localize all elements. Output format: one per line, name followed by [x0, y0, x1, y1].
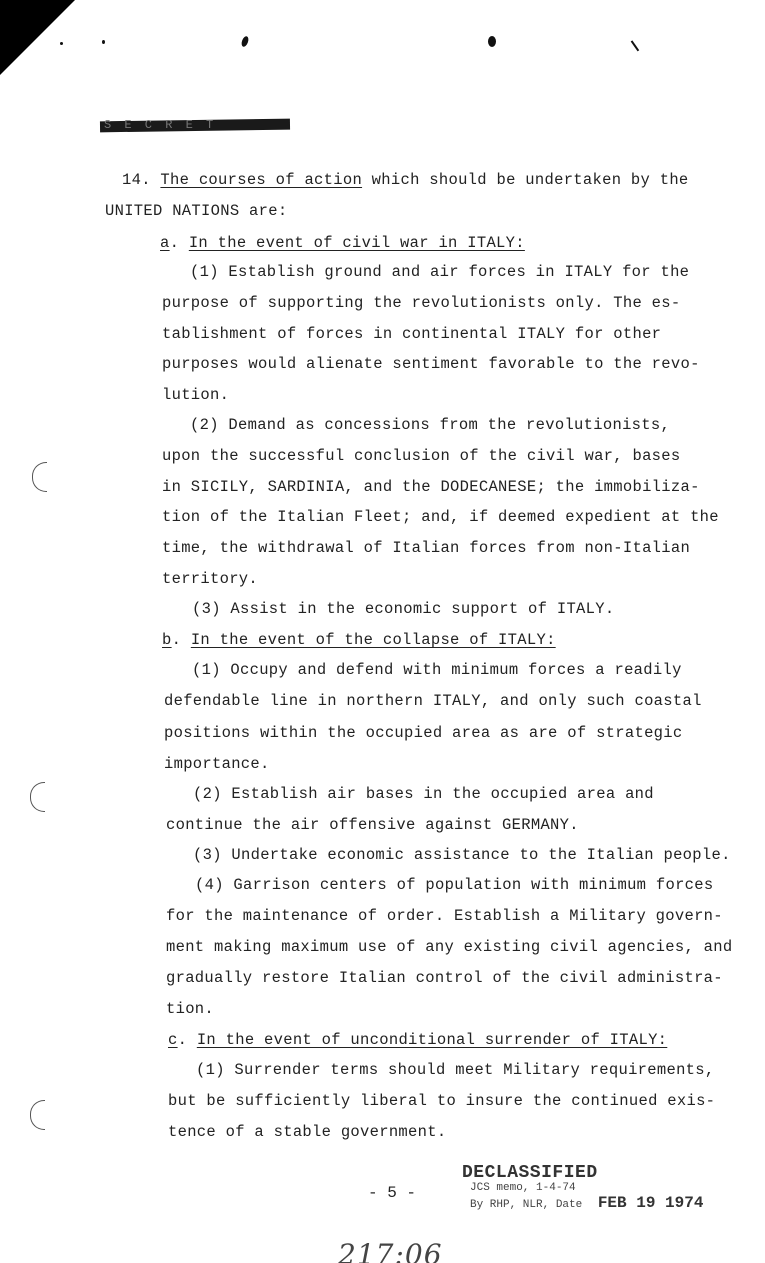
- punch-hole-mark: [30, 1100, 45, 1130]
- section-c-heading: c. In the event of unconditional surrender of ITALY:: [168, 1031, 668, 1049]
- page-number: - 5 -: [368, 1184, 417, 1202]
- declass-memo: JCS memo, 1-4-74: [470, 1182, 576, 1194]
- section-b-item-1-line: defendable line in northern ITALY, and only such coastal: [164, 692, 702, 710]
- section-a-item-2-line: time, the withdrawal of Italian forces from non-Italian: [162, 539, 691, 557]
- section-b-item-4-line: tion.: [166, 1000, 215, 1018]
- para-14-line-1: [122, 170, 689, 190]
- section-marker: b: [162, 631, 172, 649]
- section-a-item-2-line: territory.: [162, 570, 259, 588]
- section-b-item-2-line: continue the air offensive against GERMANY.: [166, 816, 579, 834]
- para-14-line-2: UNITED NATIONS are:: [105, 202, 288, 220]
- scan-speck: [102, 40, 105, 44]
- declass-by: By RHP, NLR, Date: [470, 1199, 583, 1211]
- section-c-item-1-line: but be sufficiently liberal to insure the continued exis-: [168, 1092, 716, 1110]
- section-b-item-1-line: (1) Occupy and defend with minimum forces a readily: [192, 661, 682, 679]
- para-number: 14.: [122, 171, 151, 189]
- section-a-item-1-line: purposes would alienate sentiment favorable to the revo-: [162, 355, 700, 373]
- section-heading-text: In the event of unconditional surrender of ITALY:: [196, 1031, 668, 1049]
- section-heading-text: In the event of the collapse of ITALY:: [190, 631, 556, 649]
- classification-stamp: S E C R E T: [104, 118, 217, 132]
- section-b-item-2-line: (2) Establish air bases in the occupied area and: [193, 785, 654, 803]
- section-b-item-3: (3) Undertake economic assistance to the Italian people.: [193, 846, 731, 864]
- scan-speck: [60, 42, 63, 45]
- scan-speck: [488, 36, 496, 47]
- section-heading-text: In the event of civil war in ITALY:: [188, 234, 525, 252]
- section-b-item-4-line: ment making maximum use of any existing civil agencies, and: [166, 938, 733, 956]
- scan-speck: [631, 41, 639, 52]
- section-c-item-1-line: (1) Surrender terms should meet Military requirements,: [196, 1061, 715, 1079]
- section-marker: c: [168, 1031, 178, 1049]
- section-a-item-2-line: (2) Demand as concessions from the revolutionists,: [190, 416, 671, 434]
- section-b-item-1-line: importance.: [164, 755, 270, 773]
- scan-speck: [240, 35, 249, 47]
- section-a-item-2-line: tion of the Italian Fleet; and, if deemed expedient at the: [162, 508, 719, 526]
- section-b-item-4-line: (4) Garrison centers of population with minimum forces: [195, 876, 714, 894]
- declass-title: DECLASSIFIED: [462, 1163, 598, 1183]
- section-a-item-3: (3) Assist in the economic support of ITALY.: [192, 600, 615, 618]
- section-a-heading: a. In the event of civil war in ITALY:: [160, 234, 525, 252]
- declass-by-line: [470, 1196, 703, 1213]
- handwritten-number: 217:06: [338, 1238, 443, 1263]
- section-b-item-1-line: positions within the occupied area as are of strategic: [164, 724, 683, 742]
- section-a-item-1-line: tablishment of forces in continental ITALY for other: [162, 325, 662, 343]
- declass-date: FEB 19 1974: [597, 1194, 704, 1212]
- section-a-item-2-line: upon the successful conclusion of the civil war, bases: [162, 447, 681, 465]
- section-a-item-1-line: lution.: [162, 386, 230, 404]
- section-a-item-1-line: (1) Establish ground and air forces in ITALY for the: [190, 263, 690, 281]
- section-a-item-2-line: in SICILY, SARDINIA, and the DODECANESE; the immobiliza-: [162, 478, 700, 496]
- section-b-item-4-line: gradually restore Italian control of the civil administra-: [166, 969, 723, 987]
- declassification-stamp: [462, 1163, 704, 1213]
- scan-corner-shadow: [0, 0, 75, 75]
- section-marker: a: [160, 234, 170, 252]
- para-text: which should be undertaken by the: [371, 171, 689, 189]
- punch-hole-mark: [32, 462, 47, 492]
- section-a-item-1-line: purpose of supporting the revolutionists only. The es-: [162, 294, 681, 312]
- section-b-item-4-line: for the maintenance of order. Establish a Military govern-: [166, 907, 723, 925]
- section-c-item-1-line: tence of a stable government.: [168, 1123, 447, 1141]
- para-underlined-phrase: The courses of action: [160, 171, 363, 189]
- section-b-heading: b. In the event of the collapse of ITALY:: [162, 631, 556, 649]
- punch-hole-mark: [30, 782, 45, 812]
